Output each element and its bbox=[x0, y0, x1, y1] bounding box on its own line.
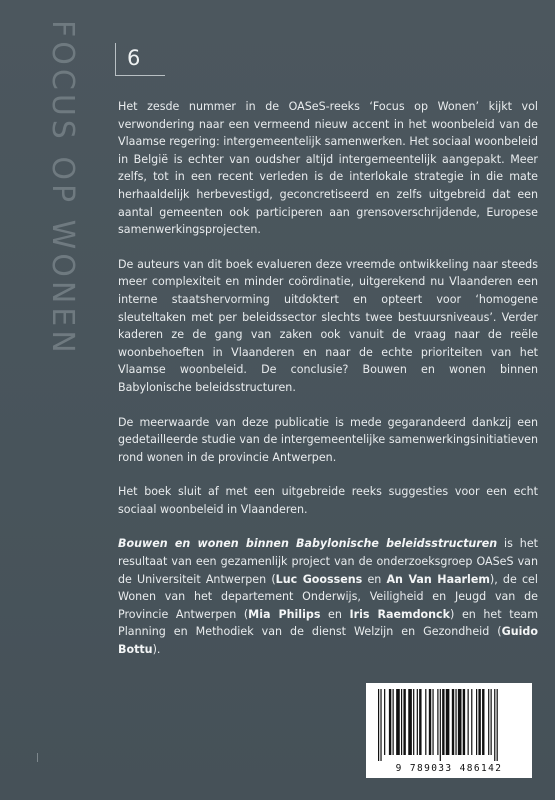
barcode-bar bbox=[471, 689, 472, 755]
isbn-barcode bbox=[366, 683, 532, 778]
barcode-bar bbox=[380, 689, 381, 761]
edge-mark bbox=[37, 753, 38, 762]
barcode-bar bbox=[401, 689, 402, 755]
barcode-bar bbox=[384, 689, 385, 755]
credits-text: ) en het team Planning en Methodiek van de dienst Welzijn en Gezondheid ( bbox=[118, 607, 538, 639]
barcode-bar bbox=[393, 689, 394, 755]
barcode-bar bbox=[419, 689, 421, 755]
book-title: Bouwen en wonen binnen Babylonische beleidsstructuren bbox=[118, 537, 498, 551]
author-name: Guido Bottu bbox=[118, 625, 538, 657]
barcode-bar bbox=[455, 689, 456, 755]
barcode-bar bbox=[491, 689, 492, 755]
barcode-bar bbox=[440, 689, 441, 761]
volume-number: 6 bbox=[127, 46, 141, 70]
barcode-bar bbox=[452, 689, 454, 755]
barcode-bar bbox=[442, 689, 444, 755]
barcode-bar bbox=[497, 689, 498, 761]
barcode-bar bbox=[494, 689, 495, 761]
paragraph-4: Het boek sluit af met een uitgebreide reeks suggesties voor een echt sociaal woonbeleid in Vlaanderen. bbox=[118, 485, 538, 516]
isbn-number: 9 789033 486142 bbox=[395, 763, 503, 774]
barcode-bar bbox=[446, 689, 450, 755]
barcode-bar bbox=[458, 689, 462, 755]
barcode-bar bbox=[488, 689, 489, 755]
author-name: Iris Raemdonck bbox=[349, 607, 450, 621]
credits-text: ). bbox=[152, 643, 161, 657]
barcode-bar bbox=[413, 689, 414, 755]
paragraph-3: De meerwaarde van deze publicatie is mede gegarandeerd dankzij een gedetailleerde studie van de intergemeentelijke samenwerkingsinitiatieven rond wonen in de provincie Antwerpen. bbox=[118, 415, 538, 464]
credits-text: ), de cel Wonen van het departement Onderwijs, Veiligheid en Jeugd van de Provincie Antwerpen ( bbox=[118, 572, 538, 621]
credits-text: en bbox=[362, 572, 387, 586]
paragraph-5 bbox=[118, 535, 538, 658]
author-name: Mia Philips bbox=[248, 607, 321, 621]
barcode-bar bbox=[476, 689, 477, 755]
barcode-bar bbox=[417, 689, 418, 755]
barcode-bar bbox=[468, 689, 469, 755]
barcode-bar bbox=[378, 689, 379, 761]
barcode-bar bbox=[437, 689, 438, 755]
credits-text: en bbox=[320, 607, 350, 621]
barcode-bar bbox=[432, 689, 433, 755]
barcode-bar bbox=[396, 689, 400, 755]
barcode-bar bbox=[478, 689, 480, 755]
barcode-bar bbox=[482, 689, 484, 755]
barcode-bar bbox=[408, 689, 412, 755]
credits-text: is het resultaat van een gezamenlijk project van de onderzoeksgroep OASeS van de Universiteit Antwerpen ( bbox=[118, 537, 538, 586]
author-name: Luc Goossens bbox=[275, 572, 363, 586]
volume-number-box bbox=[115, 43, 165, 76]
paragraph-1: Het zesde nummer in de OASeS-reeks ‘Focus op Wonen’ kijkt vol verwondering naar een vermeend nieuw accent in het woonbeleid van de Vlaamse regering: intergemeentelijk samenwerken. Het sociaal woonbeleid in België is echter van oudsher altijd intergemeentelijk aangepakt. Meer zelfs, tot in een recent verleden is de interlokale strategie in die mate herhaaldelijk herbevestigd, geconcretiseerd en zelfs uitgebreid dat een aantal gemeenten ook participeren aan grensoverschrijdende, Europese samenwerkingsprojecten. bbox=[118, 100, 538, 237]
paragraph-2: De auteurs van dit boek evalueren deze vreemde ontwikkeling naar steeds meer complexiteit en minder coördinatie, uitgerekend nu Vlaanderen een interne staatshervorming uitdoktert en opteert voor ‘homogene sleuteltaken met per beleidssector slechts twee bestuursniveaus’. Verder kaderen ze de gang van zaken ook vanuit de vraag naar de reële woonbehoeften in Vlaanderen en naar de echte prioriteiten van het Vlaamse woonbeleid. De conclusie? Bouwen en wonen binnen Babylonische beleidsstructuren. bbox=[118, 257, 538, 394]
barcode-bar bbox=[425, 689, 426, 755]
blurb-text bbox=[118, 98, 538, 676]
series-title: FOCUS OP WONEN bbox=[45, 20, 80, 357]
barcode-bar bbox=[429, 689, 431, 755]
barcode-bar bbox=[463, 689, 465, 755]
barcode-bars bbox=[378, 689, 520, 761]
barcode-bar bbox=[403, 689, 405, 755]
author-name: An Van Haarlem bbox=[386, 572, 490, 586]
barcode-bar bbox=[389, 689, 391, 755]
series-title-vertical bbox=[45, 20, 80, 380]
